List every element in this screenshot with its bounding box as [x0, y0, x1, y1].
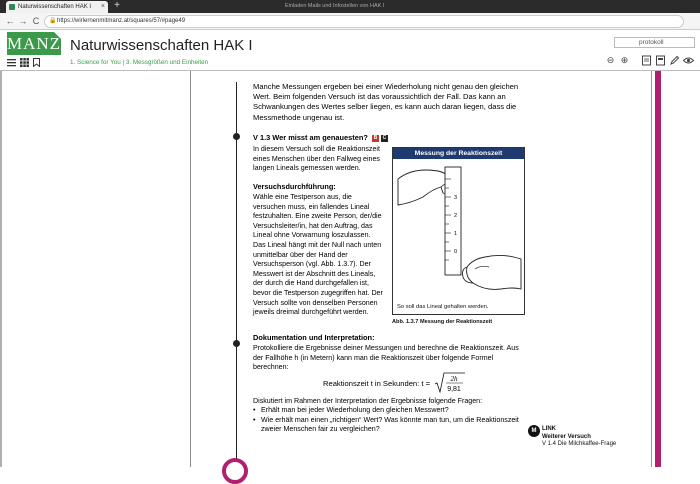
favicon-icon — [9, 4, 15, 10]
grid-icon[interactable] — [20, 58, 29, 67]
bookmark-icon[interactable] — [32, 58, 41, 67]
formula-denominator: 9,81 — [447, 386, 461, 393]
search-input[interactable]: protokoll — [614, 37, 695, 48]
window-title: Einladen Mails und Infostellen von HAK I — [285, 3, 385, 9]
question-list — [253, 406, 523, 435]
link-box[interactable] — [542, 426, 652, 449]
sqrt-fraction — [434, 372, 466, 394]
zoom-out-icon[interactable]: ⊖ — [606, 55, 615, 65]
eye-icon[interactable] — [683, 55, 694, 66]
page-right-edge — [651, 71, 652, 467]
url-text: https://wirlernenmitmanz.at/squares/57/#page49 — [57, 18, 186, 24]
experiment-intro: In diesem Versuch soll die Reaktionszeit eines Menschen über den Fallweg eines langen Lineals gemessen werden. — [253, 145, 380, 173]
procedure-heading: Versuchsdurchführung: — [253, 182, 336, 191]
breadcrumb — [70, 59, 208, 66]
procedure-text: Wähle eine Testperson aus, die versuchen muss, ein fallendes Lineal festzuhalten. Eine zweite Person, der/die Versuchsleiter/in, hat den Auftrag, das Lineal ohne Vorwarnung loszulassen. Das Lineal hängt mit der Null nach unten unmittelbar über der Hand der Versuchsperson (vgl. Abb. 1.3.7). Der Messwert ist der Abschnitt des Lineals, der durch die Hand durchgefallen ist, bevor die Testperson zugegriffen hat. Der Versuch sollte von denselben Personen jeweils dreimal durchgeführt werden. — [253, 193, 383, 317]
chapter-color-bar — [655, 71, 661, 467]
reload-button[interactable]: C — [32, 16, 40, 26]
formula-label: Reaktionszeit t in Sekunden: t = — [323, 379, 431, 388]
link-badge-icon[interactable]: M — [528, 425, 540, 437]
pencil-icon[interactable] — [669, 55, 680, 66]
menu-icon[interactable] — [7, 58, 16, 67]
back-button[interactable]: ← — [5, 16, 15, 26]
ruler-mark: 3 — [454, 195, 458, 201]
link-title: Weiterer Versuch — [542, 433, 591, 440]
figure-inner-caption: So soll das Lineal gehalten werden. — [397, 304, 489, 310]
tag-b: B — [373, 134, 378, 141]
close-tab-icon[interactable]: × — [100, 3, 105, 10]
browser-tab-strip — [0, 0, 700, 13]
section-marker — [233, 340, 240, 347]
formula-numerator: 2h — [450, 375, 458, 383]
new-tab-button[interactable]: + — [114, 0, 120, 11]
ruler-mark: 2 — [454, 213, 458, 219]
list-item: • Wie erhält man einen „richtigen“ Wert? Was könnte man tun, um die Reaktionszeit zweier Menschen fair zu vergleichen? — [253, 416, 523, 435]
address-bar — [0, 13, 700, 30]
documentation-text: Protokolliere die Ergebnisse deiner Messungen und berechne die Reaktionszeit. Aus der Fallhöhe h (in Metern) kann man die Reaktionszeit über folgende Formel berechnen: — [253, 344, 519, 372]
discussion-text: Diskutiert im Rahmen der Interpretation der Ergebnisse folgende Fragen: — [253, 397, 483, 405]
ruler-mark: 1 — [454, 231, 458, 237]
lock-icon: 🔒 — [49, 18, 57, 24]
browser-tab[interactable] — [6, 1, 108, 13]
tab-title: Naturwissenschaften HAK I — [18, 4, 92, 10]
app-header — [0, 30, 700, 71]
link-label: LINK — [542, 426, 556, 432]
breadcrumb-item-messgroessen[interactable]: 3. Messgrößen und Einheiten — [125, 59, 209, 66]
page-view-icon[interactable] — [641, 55, 652, 66]
intro-paragraph: Manche Messungen ergeben bei einer Wiederholung nicht genau den gleichen Wert. Beim folgenden Versuch ist das voraussichtlich der Fall. Das kann an Schwankungen des Wertes selber liegen, es kann auch daran liegen, dass die Messmethode ungenau ist. — [253, 82, 519, 122]
breadcrumb-separator: | — [120, 59, 126, 66]
figure-box — [392, 147, 525, 315]
formula — [323, 372, 466, 396]
experiment-title-text: V 1.3 Wer misst am genauesten? — [253, 133, 368, 142]
figure-title: Messung der Reaktionszeit — [393, 148, 524, 159]
tag-c: C — [382, 134, 387, 141]
documentation-heading: Dokumentation und Interpretation: — [253, 333, 375, 342]
forward-button[interactable]: → — [18, 16, 28, 26]
url-field[interactable] — [44, 15, 684, 28]
page-nav-circle[interactable] — [222, 458, 248, 484]
formula-sqrt — [434, 372, 466, 396]
notes-icon[interactable] — [655, 55, 666, 66]
reaction-time-illustration — [393, 159, 524, 303]
manz-logo[interactable]: MANZ — [7, 34, 62, 53]
book-title: Naturwissenschaften HAK I — [70, 37, 253, 54]
section-marker — [233, 133, 240, 140]
list-item: • Erhält man bei jeder Wiederholung den gleichen Messwert? — [253, 406, 523, 416]
experiment-title — [253, 133, 388, 142]
zoom-in-icon[interactable]: ⊕ — [620, 55, 629, 65]
ruler-mark: 0 — [454, 249, 458, 255]
page-left-edge — [190, 71, 191, 467]
breadcrumb-item-science[interactable]: 1. Science for You — [70, 59, 121, 66]
link-detail: V 1.4 Die Milchkaffee-Frage — [542, 441, 617, 447]
figure-caption: Abb. 1.3.7 Messung der Reaktionszeit — [392, 319, 493, 325]
